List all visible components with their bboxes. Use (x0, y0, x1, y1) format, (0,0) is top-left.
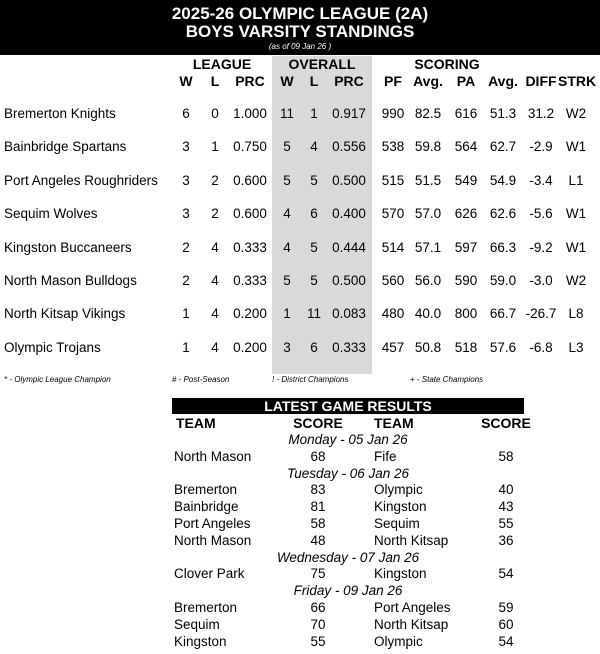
table-cell: 82.5 (414, 106, 442, 121)
table-cell: 56.0 (414, 273, 442, 288)
table-cell: 3 (182, 173, 190, 188)
table-cell: 3 (283, 340, 291, 355)
table-cell: -3.4 (529, 173, 553, 188)
column-header: PRC (334, 73, 364, 89)
page-title: 2025-26 OLYMPIC LEAGUE (2A) (171, 4, 429, 23)
game-team1: Sequim (174, 616, 220, 632)
title-banner (0, 0, 600, 55)
team-name: Sequim Wolves (4, 206, 98, 221)
table-cell: 4 (211, 340, 219, 355)
team-name: Bremerton Knights (4, 106, 116, 121)
team-name: Port Angeles Roughriders (4, 173, 158, 188)
table-cell: W2 (565, 106, 587, 121)
table-cell: 457 (381, 340, 405, 355)
table-cell: 1.000 (233, 106, 267, 121)
as-of-date: (as of 09 Jan 26 ) (268, 42, 332, 51)
team-name: Bainbridge Spartans (4, 139, 127, 154)
table-cell: -3.0 (529, 273, 553, 288)
table-cell: 6 (310, 340, 318, 355)
table-cell: 40.0 (414, 306, 442, 321)
table-cell: 1 (182, 340, 190, 355)
table-cell: 54.9 (489, 173, 517, 188)
table-cell: 57.1 (414, 240, 442, 255)
game-team2: Olympic (374, 482, 423, 498)
footnote-district: ! - District Champions (272, 375, 349, 384)
column-header: Avg. (413, 73, 443, 89)
table-cell: 0.556 (332, 139, 366, 154)
table-cell: 59.8 (414, 139, 442, 154)
game-score1: 58 (310, 516, 326, 531)
column-header: PA (456, 73, 476, 89)
table-cell: 800 (454, 306, 478, 321)
table-cell: 514 (381, 240, 405, 255)
table-cell: 31.2 (527, 106, 555, 121)
table-cell: 4 (211, 240, 219, 255)
league-group-header: LEAGUE (192, 56, 252, 72)
column-header: L (309, 73, 319, 89)
table-cell: 62.6 (489, 206, 517, 221)
table-cell: 51.5 (414, 173, 442, 188)
game-score2: 43 (498, 499, 514, 515)
column-header: W (280, 73, 294, 89)
table-cell: 6 (182, 106, 190, 121)
game-team2: Olympic (374, 633, 423, 649)
scoring-group-header: SCORING (414, 56, 480, 72)
game-team1: Port Angeles (174, 516, 251, 531)
table-cell: 4 (283, 206, 291, 221)
table-cell: 515 (381, 173, 405, 188)
table-cell: 51.3 (489, 106, 517, 121)
table-cell: 0.333 (332, 340, 366, 355)
table-cell: 570 (381, 206, 405, 221)
column-header: STRK (558, 73, 597, 89)
table-cell: 616 (454, 106, 478, 121)
game-score2: 54 (498, 633, 514, 649)
table-cell: 0.200 (233, 340, 267, 355)
game-team1: North Mason (174, 448, 252, 464)
results-header-team1: TEAM (176, 415, 216, 431)
table-cell: -2.9 (529, 139, 553, 154)
table-cell: 4 (211, 273, 219, 288)
table-cell: 1 (182, 306, 190, 321)
game-score1: 66 (310, 600, 326, 615)
table-cell: 0.333 (233, 273, 267, 288)
game-score1: 75 (310, 566, 326, 582)
table-cell: 2 (211, 206, 219, 221)
game-score1: 81 (310, 499, 326, 515)
table-cell: 2 (182, 240, 190, 255)
game-score1: 55 (310, 633, 326, 649)
column-header: Avg. (488, 73, 518, 89)
table-cell: 597 (454, 240, 478, 255)
table-cell: 0.750 (233, 139, 267, 154)
table-cell: 5 (283, 139, 291, 154)
table-cell: 538 (381, 139, 405, 154)
table-cell: 0.600 (233, 173, 267, 188)
game-team2: Kingston (374, 499, 427, 515)
overall-group-header: OVERALL (288, 56, 356, 72)
table-cell: 1 (310, 106, 318, 121)
table-cell: 518 (454, 340, 478, 355)
game-score1: 83 (310, 482, 326, 498)
footnote-postseason: # - Post-Season (172, 375, 230, 384)
table-cell: 0.917 (332, 106, 366, 121)
table-cell: 59.0 (489, 273, 517, 288)
table-cell: 0.444 (332, 240, 366, 255)
column-header: PRC (235, 73, 265, 89)
table-cell: 1 (211, 139, 219, 154)
table-cell: 0.200 (233, 306, 267, 321)
game-team1: Clover Park (174, 566, 245, 582)
column-header: DIFF (525, 73, 557, 89)
game-team2: Sequim (374, 516, 420, 531)
table-cell: 1 (283, 306, 291, 321)
game-score2: 60 (498, 616, 514, 632)
table-cell: W2 (565, 273, 587, 288)
table-cell: 66.7 (489, 306, 517, 321)
table-cell: 0 (211, 106, 219, 121)
game-score1: 70 (310, 616, 326, 632)
game-team2: Port Angeles (374, 600, 451, 615)
game-score2: 58 (498, 448, 514, 464)
game-team1: Bremerton (174, 482, 238, 498)
table-cell: 0.083 (332, 306, 366, 321)
table-cell: 4 (283, 240, 291, 255)
column-header: L (210, 73, 220, 89)
table-cell: 11 (279, 106, 294, 121)
game-score2: 59 (498, 600, 514, 615)
game-team1: Bremerton (174, 600, 238, 615)
table-cell: 0.600 (233, 206, 267, 221)
table-cell: 480 (381, 306, 405, 321)
page-subtitle: BOYS VARSITY STANDINGS (185, 22, 415, 41)
table-cell: 57.6 (489, 340, 517, 355)
table-cell: -26.7 (525, 306, 557, 321)
results-title: LATEST GAME RESULTS (172, 398, 524, 414)
results-header-score2: SCORE (481, 415, 531, 431)
table-cell: -9.2 (529, 240, 553, 255)
table-cell: L8 (568, 306, 584, 321)
table-cell: 2 (182, 273, 190, 288)
table-cell: L1 (568, 173, 584, 188)
game-team2: Fife (374, 448, 397, 464)
footnote-state: + - State Champions (410, 375, 484, 384)
table-cell: 590 (454, 273, 478, 288)
day-label: Wednesday - 07 Jan 26 (276, 549, 420, 565)
game-score2: 40 (498, 482, 514, 498)
table-cell: 62.7 (489, 139, 517, 154)
game-team2: Kingston (374, 566, 427, 582)
table-cell: 0.500 (332, 173, 366, 188)
table-cell: 11 (306, 306, 321, 321)
results-header-team2: TEAM (374, 415, 414, 431)
table-cell: 4 (310, 139, 318, 154)
table-cell: 0.333 (233, 240, 267, 255)
table-cell: 50.8 (414, 340, 442, 355)
table-cell: W1 (565, 139, 587, 154)
game-score1: 48 (310, 532, 326, 548)
column-header: PF (384, 73, 402, 89)
game-team1: Kingston (174, 633, 227, 649)
game-score2: 55 (498, 516, 514, 531)
game-score2: 36 (498, 532, 514, 548)
team-name: Olympic Trojans (4, 340, 101, 355)
table-cell: 5 (310, 173, 318, 188)
table-cell: 549 (454, 173, 478, 188)
table-cell: -5.6 (529, 206, 553, 221)
table-cell: W1 (565, 240, 587, 255)
table-cell: 4 (211, 306, 219, 321)
table-cell: 626 (454, 206, 478, 221)
game-team1: North Mason (174, 532, 252, 548)
table-cell: 0.500 (332, 273, 366, 288)
game-score2: 54 (498, 566, 514, 582)
team-name: Kingston Buccaneers (4, 240, 132, 255)
day-label: Monday - 05 Jan 26 (288, 432, 408, 447)
table-cell: 6 (310, 206, 318, 221)
table-cell: 560 (381, 273, 405, 288)
table-cell: 5 (283, 273, 291, 288)
team-name: North Mason Bulldogs (4, 273, 137, 288)
team-name: North Kitsap Vikings (4, 306, 126, 321)
table-cell: 2 (211, 173, 219, 188)
table-cell: 3 (182, 206, 190, 221)
day-label: Tuesday - 06 Jan 26 (286, 465, 410, 481)
table-cell: -6.8 (529, 340, 553, 355)
table-cell: 5 (310, 273, 318, 288)
table-cell: 3 (182, 139, 190, 154)
game-team1: Bainbridge (174, 499, 239, 515)
table-cell: W1 (565, 206, 587, 221)
table-cell: 66.3 (489, 240, 517, 255)
table-cell: 564 (454, 139, 478, 154)
table-cell: 5 (310, 240, 318, 255)
table-cell: 990 (381, 106, 405, 121)
game-score1: 68 (310, 448, 326, 464)
table-cell: 5 (283, 173, 291, 188)
game-team2: North Kitsap (374, 616, 449, 632)
results-header-score1: SCORE (293, 415, 343, 431)
table-cell: L3 (568, 340, 584, 355)
column-header: W (179, 73, 193, 89)
footnote-champion: * - Olympic League Champion (4, 375, 111, 384)
game-team2: North Kitsap (374, 532, 449, 548)
table-cell: 0.400 (332, 206, 366, 221)
day-label: Friday - 09 Jan 26 (293, 583, 403, 599)
table-cell: 57.0 (414, 206, 442, 221)
